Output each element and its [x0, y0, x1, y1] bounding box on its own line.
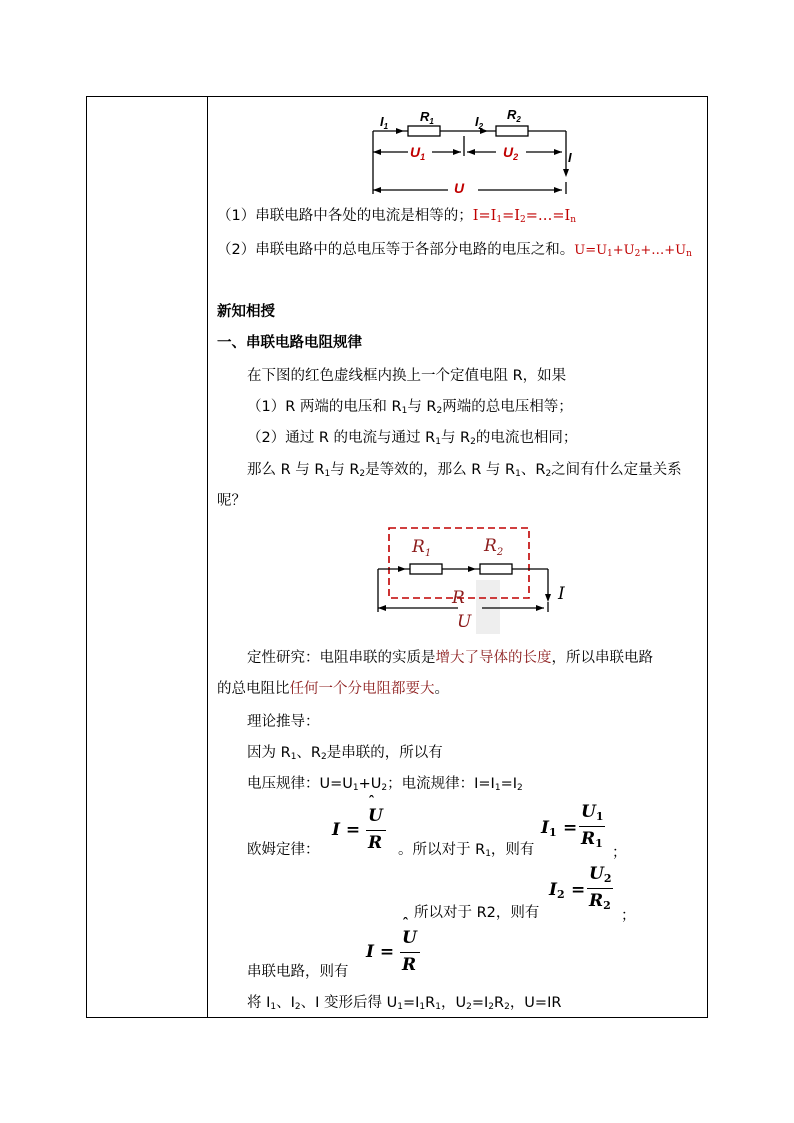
paragraph-2: （1）R 两端的电压和 $R_1$与 $R_2$两端的总电压相等；	[247, 399, 573, 416]
semicolon-2: ；	[621, 908, 636, 924]
review-line-2: （2）串联电路中的总电压等于各部分电路的电压之和。$U=U_1+U_2+\dots+U_n$	[217, 242, 692, 259]
label-I2: $I_2$	[475, 114, 484, 131]
for-r2-text: 所以对于 R2，则有	[414, 905, 540, 921]
label-R2: $R_2$	[507, 107, 521, 124]
section-subheading: 一、串联电路电阻规律	[217, 335, 362, 351]
column-divider	[207, 97, 208, 1017]
review-line-1: （1）串联电路中各处的电流是相等的；$I=I_1=I_2=\dots=I_n$	[217, 208, 577, 225]
label-R: R	[452, 588, 465, 608]
series-circuit-diagram-2	[374, 524, 574, 636]
theory-heading: 理论推导：	[247, 714, 320, 730]
label-I: I	[558, 584, 565, 604]
transform-line: 将 $I_1$、$I_2$、I 变形后得 $U_1=I_1R_1$，$U_2=I_2R_2$，U=IR	[247, 995, 562, 1012]
label-U1: $U_1$	[410, 144, 426, 162]
label-U: U	[454, 180, 465, 196]
paragraph-4-cont: 呢？	[217, 493, 246, 509]
label-I1: $I_1$	[380, 114, 389, 131]
current-formula: $I=I_1=I_2=\dots=I_n$	[472, 208, 577, 225]
i2-formula: $I_2$ = $U_2$ $R_2$	[549, 864, 612, 912]
qualitative-line-1: 定性研究：电阻串联的实质是增大了导体的长度，所以串联电路	[247, 650, 653, 666]
ohm-law-formula: I = ˆ U R	[332, 800, 392, 856]
because-line: 因为 $R_1$、$R_2$是串联的，所以有	[247, 745, 443, 762]
label-U: U	[457, 612, 472, 632]
series-circuit-diagram-1	[368, 104, 584, 196]
label-R2: $R_2$	[484, 536, 504, 558]
label-R1: $R_1$	[420, 109, 434, 126]
label-I: I	[568, 150, 572, 165]
qualitative-line-2: 的总电阻比任何一个分电阻都要大。	[217, 681, 449, 697]
section-heading: 新知相授	[217, 304, 275, 320]
laws-line: 电压规律：$U=U_1+U_2$；电流规律：$I=I_1=I_2$	[247, 776, 523, 793]
series-formula: I = ˆ U R	[366, 922, 426, 978]
paragraph-3: （2）通过 R 的电流与通过 $R_1$与 $R_2$的电流也相同；	[247, 430, 578, 447]
paragraph-4: 那么 R 与 $R_1$与 $R_2$是等效的，那么 R 与 $R_1$、$R_2$之间有什么定量关系	[247, 462, 682, 479]
paragraph-1: 在下图的红色虚线框内换上一个定值电阻 R，如果	[247, 368, 567, 384]
ohm-label: 欧姆定律：	[247, 842, 320, 858]
series-label: 串联电路，则有	[247, 964, 349, 980]
semicolon-1: ；	[612, 845, 627, 861]
ohm-after-text: 。所以对于 $R_1$，则有	[398, 842, 535, 859]
voltage-formula: $U=U_1+U_2+\dots+U_n$	[574, 243, 692, 259]
label-U2: $U_2$	[503, 144, 519, 162]
label-R1: $R_1$	[412, 537, 432, 559]
i1-formula: $I_1$ = $U_1$ $R_1$	[541, 802, 604, 850]
